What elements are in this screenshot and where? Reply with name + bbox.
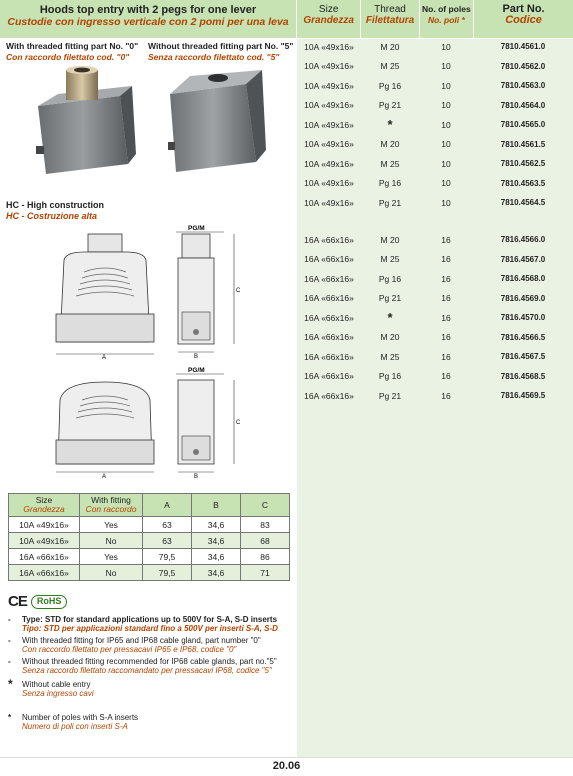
size-cell: 16A «66x16»: [304, 390, 354, 401]
cell: 86: [241, 549, 290, 565]
size-cell: 16A «66x16»: [304, 293, 354, 304]
note-poles-it: Numero di poli con inserti S-A: [22, 722, 128, 731]
size-cell: 16A «66x16»: [304, 351, 354, 362]
note-fitting-5-text: [22, 657, 277, 676]
thread-cell: M 20: [380, 139, 400, 150]
bullet: -: [8, 635, 11, 645]
pg2-label: PG/M: [188, 367, 205, 374]
note-star-it: Senza ingresso cavi: [22, 689, 94, 698]
col-fitting-it: Con raccordo: [85, 504, 137, 514]
caption-with-fitting-it: Con raccordo filettato cod. "0": [6, 52, 130, 62]
parts-group-16a: [297, 230, 573, 406]
size-cell: 16A «66x16»: [304, 273, 354, 284]
thread-cell: Pg 21: [378, 390, 402, 401]
table-row: [297, 76, 573, 96]
note-star-text: [22, 680, 94, 699]
part-number-cell: 7816.4569.5: [500, 391, 546, 401]
poles-cell: 16: [441, 390, 451, 401]
col-size: [9, 494, 80, 517]
poles-cell: 16: [441, 293, 451, 304]
part-number-cell: 7810.4562.5: [500, 159, 546, 169]
table-row: [9, 533, 290, 549]
title-en: Hoods top entry with 2 pegs for one lever: [39, 4, 257, 16]
front-view-drawing-fitting: [54, 232, 156, 360]
part-number-cell: 7810.4563.0: [500, 81, 546, 91]
thread-cell: M 20: [380, 234, 400, 245]
table-row: [297, 230, 573, 250]
part-number-cell: 7816.4569.0: [500, 293, 546, 303]
poles-cell: 16: [441, 371, 451, 382]
table-row: [9, 565, 290, 581]
size-cell: 10A «49x16»: [304, 61, 354, 72]
page-number: 20.06: [272, 760, 301, 772]
table-row: [9, 517, 290, 533]
cell: 16A «66x16»: [9, 565, 80, 581]
dim-b2-label: B: [194, 474, 199, 480]
table-row: [297, 347, 573, 367]
col-a: A: [143, 494, 192, 517]
size-cell: 10A «49x16»: [304, 41, 354, 52]
table-row: [297, 250, 573, 270]
poles-cell: 10: [441, 197, 451, 208]
certification-marks: [8, 595, 298, 609]
table-row: [297, 135, 573, 155]
cell: 10A «49x16»: [9, 517, 80, 533]
part-number-cell: 7816.4568.0: [500, 274, 546, 284]
thread-cell: *: [387, 117, 393, 133]
part-number-cell: 7810.4563.5: [500, 178, 546, 188]
part-number-cell: 7816.4570.0: [500, 313, 546, 323]
dim-c-label: C: [236, 288, 241, 294]
cell: 34,6: [192, 565, 241, 581]
note-poles-en: Number of poles with S-A inserts: [22, 712, 139, 722]
rohs-mark: RoHS: [31, 595, 68, 609]
hood-with-fitting-photo: [28, 66, 138, 178]
header-thread: [361, 0, 419, 38]
note-type-text: [22, 615, 278, 634]
pg-label: PG/M: [188, 225, 205, 232]
part-number-cell: 7816.4567.5: [500, 352, 546, 362]
thread-cell: *: [387, 310, 393, 326]
header-poles-it: No. poli *: [427, 15, 465, 25]
table-row: [297, 115, 573, 135]
bullet: -: [8, 614, 11, 624]
table-row: [297, 328, 573, 348]
size-cell: 16A «66x16»: [304, 332, 354, 343]
cell: Yes: [80, 549, 143, 565]
poles-cell: 16: [441, 332, 451, 343]
table-row: [297, 386, 573, 406]
dim-b-label: B: [194, 354, 199, 360]
caption-with-fitting-en: With threaded fitting part No. "0": [6, 41, 139, 51]
note-fit5-it: Senza raccordo filettato raccomandato per pressacavi IP68, codice "5": [22, 666, 272, 675]
col-size-it: Grandezza: [23, 504, 65, 514]
hood-without-fitting-photo: [160, 64, 270, 176]
thread-cell: M 20: [380, 41, 400, 52]
header-part: [474, 0, 573, 38]
part-number-cell: 7816.4566.0: [500, 235, 546, 245]
note-fit0-it: Con raccordo filettato per pressacavi IP65 e IP68, codice "0": [22, 645, 237, 654]
size-cell: 10A «49x16»: [304, 139, 354, 150]
cell: 34,6: [192, 549, 241, 565]
header-thread-en: Thread: [374, 4, 406, 15]
poles-cell: 16: [441, 234, 451, 245]
header-part-it: Codice: [505, 14, 542, 26]
dimension-table-header: [9, 494, 290, 517]
thread-cell: M 25: [380, 61, 400, 72]
asterisk-icon: *: [8, 712, 12, 722]
thread-cell: M 20: [380, 332, 400, 343]
poles-cell: 16: [441, 273, 451, 284]
note-type: [8, 615, 298, 634]
poles-cell: 10: [441, 119, 451, 130]
header-part-en: Part No.: [502, 3, 545, 15]
poles-cell: 10: [441, 61, 451, 72]
ce-mark: CE: [8, 593, 27, 610]
thread-cell: Pg 16: [378, 371, 402, 382]
poles-cell: 10: [441, 158, 451, 169]
cell: 68: [241, 533, 290, 549]
poles-cell: 10: [441, 178, 451, 189]
caption-without-fitting: [148, 41, 294, 63]
asterisk-icon: *: [8, 676, 13, 691]
dim-c2-label: C: [236, 420, 241, 426]
thread-cell: Pg 16: [378, 273, 402, 284]
note-type-en: STD for standard applications up to 500V for S-A, S-D inserts: [44, 614, 278, 624]
parts-table: [297, 0, 573, 757]
dim-a2-label: A: [102, 474, 107, 480]
cell: 16A «66x16»: [9, 549, 80, 565]
col-size-en: Size: [35, 495, 53, 505]
table-row: [297, 289, 573, 309]
bullet: -: [8, 656, 11, 666]
poles-cell: 10: [441, 100, 451, 111]
size-cell: 10A «49x16»: [304, 80, 354, 91]
cell: 71: [241, 565, 290, 581]
notes-section: [8, 595, 298, 732]
note-type-it: Tipo: STD per applicazioni standard fino a 500V per inserti S-A, S-D: [22, 624, 278, 633]
size-cell: 10A «49x16»: [304, 100, 354, 111]
size-cell: 10A «49x16»: [304, 197, 354, 208]
part-number-cell: 7810.4561.0: [500, 42, 546, 52]
header-poles-en: No. of poles: [422, 4, 471, 14]
header-size: [297, 0, 361, 38]
construction-en: HC - High construction: [6, 200, 104, 210]
col-fitting: [80, 494, 143, 517]
poles-cell: 10: [441, 139, 451, 150]
table-row: [297, 193, 573, 213]
part-number-cell: 7816.4568.5: [500, 371, 546, 381]
note-fit5-en: Without threaded fitting recommended for IP68 cable glands, part no."5": [22, 656, 277, 666]
note-star-en: Without cable entry: [22, 679, 91, 689]
front-view-drawing-no-fitting: [54, 378, 156, 480]
part-number-cell: 7810.4564.5: [500, 198, 546, 208]
note-fitting-0-text: [22, 636, 261, 655]
part-number-cell: 7810.4564.0: [500, 100, 546, 110]
size-cell: 10A «49x16»: [304, 119, 354, 130]
dim-a-label: A: [102, 355, 107, 360]
note-poles-text: [22, 713, 138, 732]
caption-without-fitting-it: Senza raccordo filettato cod. "5": [148, 52, 280, 62]
header-size-it: Grandezza: [303, 15, 354, 26]
size-cell: 16A «66x16»: [304, 371, 354, 382]
size-cell: 10A «49x16»: [304, 158, 354, 169]
thread-cell: Pg 16: [378, 80, 402, 91]
col-fitting-en: With fitting: [91, 495, 131, 505]
dimension-table: [8, 493, 290, 581]
cell: 34,6: [192, 517, 241, 533]
size-cell: 16A «66x16»: [304, 254, 354, 265]
part-number-cell: 7810.4561.5: [500, 139, 546, 149]
col-b: B: [192, 494, 241, 517]
cell: 63: [143, 533, 192, 549]
col-c: C: [241, 494, 290, 517]
table-row: [297, 154, 573, 174]
note-fitting-5: [8, 657, 298, 676]
poles-cell: 16: [441, 351, 451, 362]
thread-cell: Pg 16: [378, 178, 402, 189]
cell: 79,5: [143, 549, 192, 565]
poles-cell: 16: [441, 254, 451, 265]
caption-with-fitting: [6, 41, 146, 63]
table-row: [9, 549, 290, 565]
part-number-cell: 7810.4565.0: [500, 120, 546, 130]
construction-label: [6, 200, 104, 222]
size-cell: 16A «66x16»: [304, 312, 354, 323]
table-row: [297, 367, 573, 387]
parts-table-header: [297, 0, 573, 39]
thread-cell: Pg 21: [378, 100, 402, 111]
title-it: Custodie con ingresso verticale con 2 pomi per una leva: [7, 16, 289, 28]
part-number-cell: 7816.4566.5: [500, 332, 546, 342]
table-row: [297, 37, 573, 57]
thread-cell: Pg 21: [378, 293, 402, 304]
part-number-cell: 7810.4562.0: [500, 61, 546, 71]
side-view-drawing-fitting: [168, 222, 246, 360]
table-row: [297, 308, 573, 328]
size-cell: 10A «49x16»: [304, 178, 354, 189]
caption-without-fitting-en: Without threaded fitting part No. "5": [148, 41, 294, 51]
table-row: [297, 174, 573, 194]
table-row: [297, 269, 573, 289]
thread-cell: M 25: [380, 351, 400, 362]
thread-cell: Pg 21: [378, 197, 402, 208]
table-row: [297, 96, 573, 116]
poles-cell: 10: [441, 80, 451, 91]
thread-cell: M 25: [380, 158, 400, 169]
thread-cell: M 25: [380, 254, 400, 265]
note-fitting-0: [8, 636, 298, 655]
section-header: [0, 0, 296, 39]
cell: No: [80, 565, 143, 581]
cell: 34,6: [192, 533, 241, 549]
cell: 79,5: [143, 565, 192, 581]
note-fit0-en: With threaded fitting for IP65 and IP68 cable gland, part number "0": [22, 635, 261, 645]
parts-group-10a: [297, 37, 573, 213]
part-number-cell: 7816.4567.0: [500, 254, 546, 264]
table-row: [297, 57, 573, 77]
note-type-label: Type:: [22, 614, 43, 624]
cell: 10A «49x16»: [9, 533, 80, 549]
header-size-en: Size: [318, 4, 339, 15]
side-view-drawing-no-fitting: [168, 364, 246, 480]
header-thread-it: Filettatura: [365, 15, 415, 26]
cell: Yes: [80, 517, 143, 533]
note-poles: [8, 713, 298, 732]
cell: No: [80, 533, 143, 549]
construction-it: HC - Costruzione alta: [6, 211, 98, 221]
header-poles: [420, 0, 474, 38]
cell: 63: [143, 517, 192, 533]
poles-cell: 10: [441, 41, 451, 52]
note-star: [8, 676, 298, 699]
cell: 83: [241, 517, 290, 533]
size-cell: 16A «66x16»: [304, 234, 354, 245]
poles-cell: 16: [441, 312, 451, 323]
